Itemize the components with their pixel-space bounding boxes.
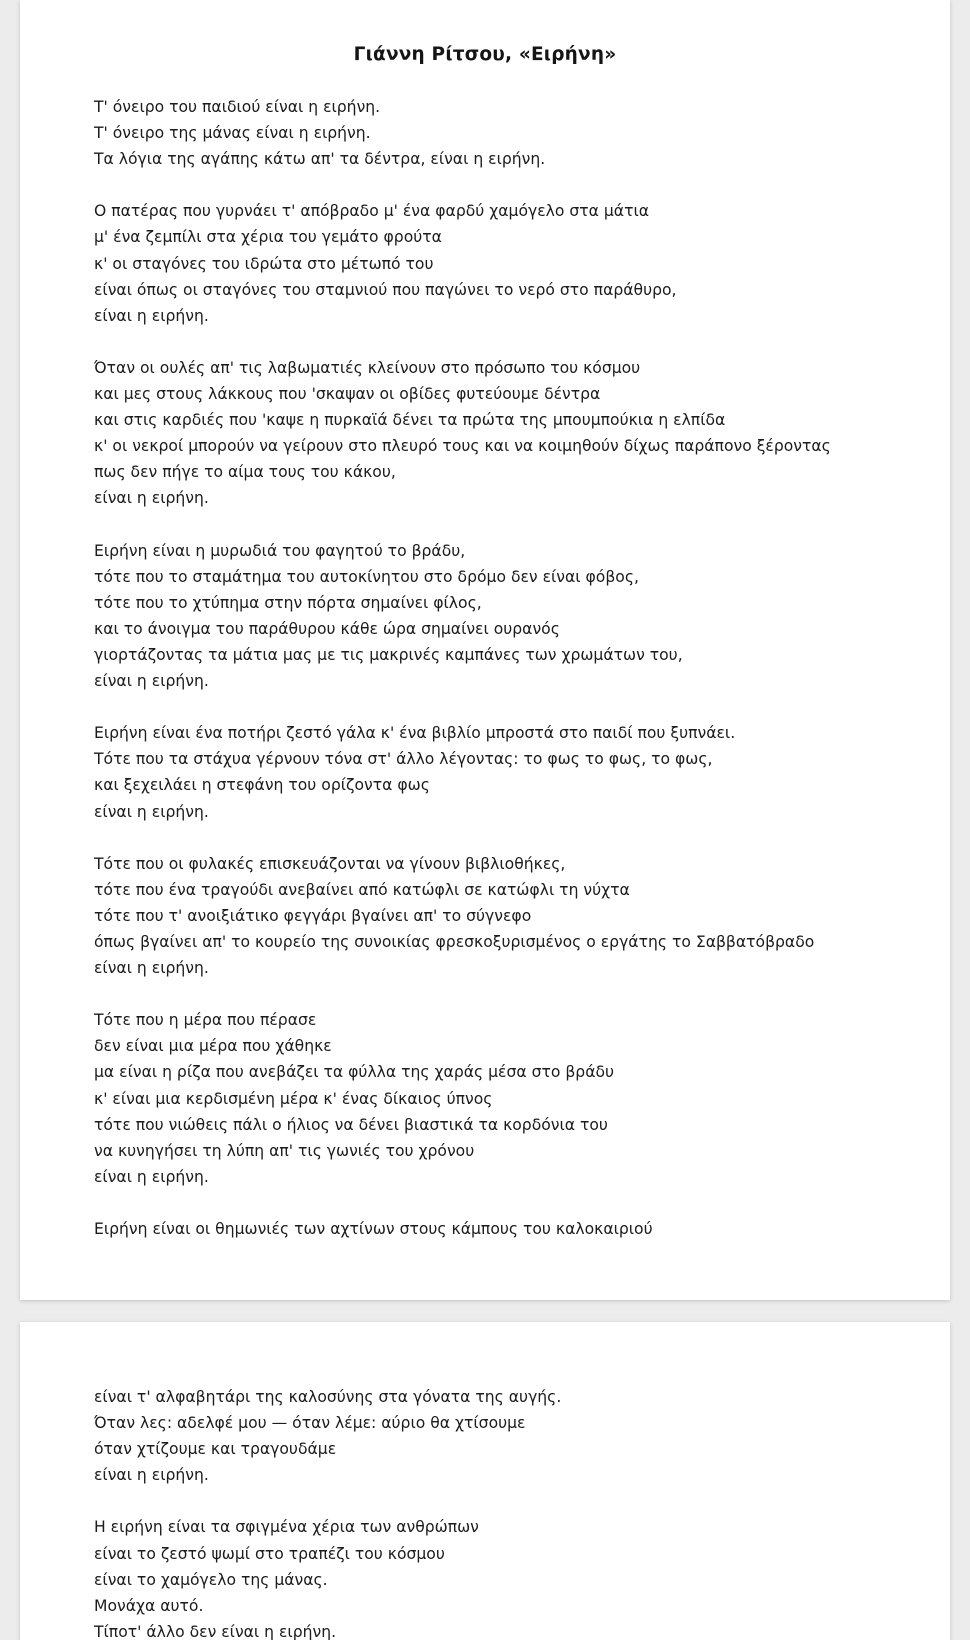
- poem-line: Ειρήνη είναι ένα ποτήρι ζεστό γάλα κ' ένα βιβλίο μπροστά στο παιδί που ξυπνάει.: [94, 724, 736, 743]
- poem-line: τότε που ένα τραγούδι ανεβαίνει από κατώφλι σε κατώφλι τη νύχτα: [94, 880, 630, 899]
- poem-line: τότε που νιώθεις πάλι ο ήλιος να δένει βιαστικά τα κορδόνια του: [94, 1115, 608, 1134]
- poem-line: είναι το χαμόγελο της μάνας.: [94, 1570, 328, 1589]
- poem-body-page-1: [94, 94, 831, 1242]
- stanza: [94, 1216, 831, 1242]
- poem-line: μ' ένα ζεμπίλι στα χέρια του γεμάτο φρούτα: [94, 228, 442, 247]
- poem-line: τότε που τ' ανοιξιάτικο φεγγάρι βγαίνει απ' το σύγνεφο: [94, 906, 532, 925]
- poem-line: είναι το ζεστό ψωμί στο τραπέζι του κόσμου: [94, 1544, 445, 1563]
- poem-line: μα είναι η ρίζα που ανεβάζει τα φύλλα της χαράς μέσα στο βράδυ: [94, 1063, 615, 1082]
- poem-line: Όταν λες: αδελφέ μου — όταν λέμε: αύριο θα χτίσουμε: [94, 1414, 526, 1433]
- poem-line: και στις καρδιές που 'καψε η πυρκαϊά δένει τα πρώτα της μπουμπούκια η ελπίδα: [94, 411, 726, 430]
- stanza: [94, 94, 831, 172]
- poem-line: και μες στους λάκκους που 'σκαψαν οι οβίδες φυτεύουμε δέντρα: [94, 385, 601, 404]
- stanza: [94, 538, 831, 695]
- poem-line: είναι τ' αλφαβητάρι της καλοσύνης στα γόνατα της αυγής.: [94, 1388, 562, 1406]
- poem-line: Τότε που οι φυλακές επισκευάζονται να γίνουν βιβλιοθήκες,: [94, 854, 566, 873]
- poem-line: όπως βγαίνει απ' το κουρείο της συνοικίας φρεσκοξυρισμένος ο εργάτης το Σαββατόβραδο: [94, 933, 815, 951]
- poem-line: είναι η ειρήνη.: [94, 1466, 209, 1485]
- poem-line: όταν χτίζουμε και τραγουδάμε: [94, 1440, 337, 1459]
- poem-line: είναι η ειρήνη.: [94, 672, 209, 691]
- poem-line: κ' οι νεκροί μπορούν να γείρουν στο πλευρό τους και να κοιμηθούν δίχως παράπονο ξέροντας: [94, 437, 831, 456]
- poem-line: πως δεν πήγε το αίμα τους του κάκου,: [94, 463, 396, 482]
- stanza: [94, 720, 831, 824]
- poem-line: και ξεχειλάει η στεφάνη του ορίζοντα φως: [94, 776, 430, 795]
- poem-line: είναι η ειρήνη.: [94, 1167, 209, 1186]
- document-page-2: [20, 1322, 950, 1640]
- poem-line: Τίποτ' άλλο δεν είναι η ειρήνη.: [94, 1622, 337, 1640]
- poem-line: Τότε που η μέρα που πέρασε: [94, 1011, 317, 1030]
- poem-title: Γιάννη Ρίτσου, «Ειρήνη»: [353, 44, 617, 65]
- poem-line: Όταν οι ουλές απ' τις λαβωματιές κλείνουν στο πρόσωπο του κόσμου: [94, 358, 641, 377]
- stanza: [94, 851, 831, 981]
- poem-line: τότε που το χτύπημα στην πόρτα σημαίνει φίλος,: [94, 593, 482, 612]
- poem-line: Ειρήνη είναι η μυρωδιά του φαγητού το βράδυ,: [94, 541, 466, 560]
- stanza: [94, 1384, 561, 1488]
- poem-line: δεν είναι μια μέρα που χάθηκε: [94, 1037, 332, 1056]
- stanza: [94, 1514, 561, 1640]
- document-page-1: [20, 0, 950, 1300]
- poem-line: να κυνηγήσει τη λύπη απ' τις γωνιές του χρόνου: [94, 1141, 475, 1160]
- poem-line: είναι όπως οι σταγόνες του σταμνιού που παγώνει το νερό στο παράθυρο,: [94, 280, 677, 299]
- poem-line: γιορτάζοντας τα μάτια μας με τις μακρινές καμπάνες των χρωμάτων του,: [94, 645, 683, 664]
- poem-line: είναι η ειρήνη.: [94, 802, 209, 821]
- poem-line: τότε που το σταμάτημα του αυτοκίνητου στο δρόμο δεν είναι φόβος,: [94, 567, 639, 586]
- poem-line: Τ' όνειρο του παιδιού είναι η ειρήνη.: [94, 98, 381, 116]
- poem-body-page-2: [94, 1384, 561, 1640]
- poem-line: Τα λόγια της αγάπης κάτω απ' τα δέντρα, είναι η ειρήνη.: [94, 150, 546, 169]
- poem-line: είναι η ειρήνη.: [94, 959, 209, 978]
- poem-line: Ειρήνη είναι οι θημωνιές των αχτίνων στους κάμπους του καλοκαιριού: [94, 1220, 653, 1239]
- poem-line: είναι η ειρήνη.: [94, 306, 209, 325]
- poem-line: Ο πατέρας που γυρνάει τ' απόβραδο μ' ένα φαρδύ χαμόγελο στα μάτια: [94, 202, 650, 221]
- stanza: [94, 355, 831, 512]
- poem-line: Τ' όνειρο της μάνας είναι η ειρήνη.: [94, 124, 371, 143]
- poem-line: είναι η ειρήνη.: [94, 489, 209, 508]
- poem-line: κ' είναι μια κερδισμένη μέρα κ' ένας δίκαιος ύπνος: [94, 1089, 493, 1108]
- poem-line: και το άνοιγμα του παράθυρου κάθε ώρα σημαίνει ουρανός: [94, 619, 560, 638]
- poem-line: Τότε που τα στάχυα γέρνουν τόνα στ' άλλο λέγοντας: το φως το φως, το φως,: [94, 750, 713, 769]
- poem-line: Μονάχα αυτό.: [94, 1596, 204, 1615]
- stanza: [94, 1007, 831, 1190]
- stanza: [94, 198, 831, 328]
- poem-line: Η ειρήνη είναι τα σφιγμένα χέρια των ανθρώπων: [94, 1518, 479, 1537]
- poem-line: κ' οι σταγόνες του ιδρώτα στο μέτωπό του: [94, 254, 434, 273]
